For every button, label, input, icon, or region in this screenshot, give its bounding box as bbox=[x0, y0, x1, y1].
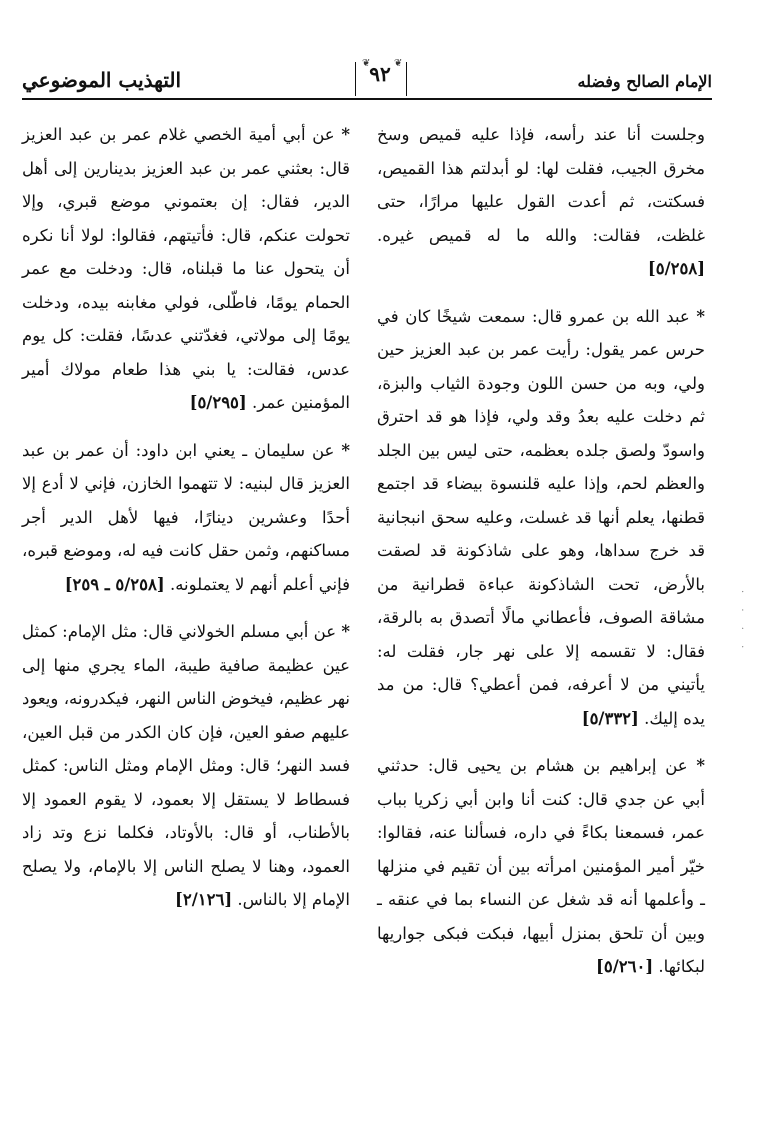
left-column bbox=[22, 118, 350, 931]
entry-star: * bbox=[341, 622, 350, 641]
entry bbox=[22, 434, 350, 602]
running-title-right: الإمام الصالح وفضله bbox=[577, 72, 712, 91]
entry-star: * bbox=[696, 306, 705, 326]
ornament-right: ❦ bbox=[394, 58, 403, 69]
entry bbox=[377, 300, 705, 736]
entry bbox=[22, 118, 350, 420]
running-title-left: التهذيب الموضوعي bbox=[22, 68, 182, 92]
entry-reference: [٥/٣٣٢] bbox=[581, 708, 639, 728]
entry bbox=[377, 749, 705, 984]
entry-text: عن إبراهيم بن هشام بن يحيى قال: حدثني أبي عن جدي قال: كنت أنا وابن أبي زكريا بباب عمر، فسمعنا بكاءً في داره، فسألنا عنه، فقالوا: خيّر أمير المؤمنين امرأته بين أن تقيم في منزلها ـ وأعلمها أنه قد شغل عن النساء بما في عنقه ـ وبين أن تلحق بمنزل أبيها، فبكت فبكى جواريها لبكائها. bbox=[377, 756, 705, 976]
right-column bbox=[377, 118, 705, 998]
entry-reference: [٢/١٢٦] bbox=[175, 890, 233, 909]
entry-reference: [٥/٢٩٥] bbox=[189, 393, 247, 412]
entry-text: عن أبي أمية الخصي غلام عمر بن عبد العزيز قال: بعثني عمر بن عبد العزيز بدينارين إلى أهل الدير، فقال: إن بعتموني موضع قبري، وإلا تحولت عنكم، قال: فأتيتهم، فقالوا: لولا أنا نكره أن يتحول عنا ما قبلناه، قال: ودخلت مع عمر الحمام يومًا، فاطّلى، فولي مغابنه بيده، ودخلت يومًا إلى مولاتي، فغدّتني عدسًا، فقلت: كل يوم عدس، فقالت: يا بني هذا طعام مولاك أمير المؤمنين عمر. bbox=[22, 125, 350, 412]
entry-text: وجلست أنا عند رأسه، فإذا عليه قميص وسخ مخرق الجيب، فقلت لها: لو أبدلتم هذا القميص، فسكتت، ثم أعدت القول عليها مرارًا، حتى غلظت، فقالت: والله ما له قميص غيره. bbox=[377, 125, 705, 245]
entry bbox=[22, 615, 350, 917]
entry-text: عن سليمان ـ يعني ابن داود: أن عمر بن عبد العزيز قال لبنيه: لا تتهموا الخازن، فإني لا أدع إلا أحدًا وعشرين دينارًا، فيها لأهل الدير أجر مساكنهم، وثمن حقل كانت فيه له، وموضع قبره، فإني أعلم أنهم لا يعتملونه. bbox=[22, 440, 350, 594]
entry-reference: [٥/٢٥٨] bbox=[647, 259, 705, 278]
entry-star: * bbox=[341, 125, 350, 144]
ornament-left: ❦ bbox=[362, 58, 371, 69]
entry-reference: [٥/٢٥٨ ـ ٢٥٩] bbox=[64, 574, 165, 594]
entry-star: * bbox=[696, 756, 705, 775]
header-rule bbox=[22, 98, 712, 100]
entry-star: * bbox=[341, 440, 350, 460]
entry bbox=[377, 118, 705, 286]
page-header bbox=[22, 58, 712, 102]
entry-reference: [٥/٢٦٠] bbox=[596, 957, 654, 976]
entry-text: عن أبي مسلم الخولاني قال: مثل الإمام: كمثل عين عظيمة صافية طيبة، الماء يجري منها إلى نهر عظيم، فيخوض الناس النهر، فيكدرونه، ويعود عليهم صفو العين، فإن كان الكدر من قبل العين، فسد النهر؛ قال: ومثل الإمام ومثل الناس: كمثل فسطاط لا يستقل إلا بعمود، لا يقوم العمود إلا بالأطناب، أو قال: بالأوتاد، فكلما نزع وتد زاد العمود، وهنا لا يصلح الناس إلا بالإمام، ولا يصلح الإمام إلا بالناس. bbox=[22, 622, 350, 909]
page-number: ٩٢ bbox=[369, 62, 391, 86]
entry-text: عبد الله بن عمرو قال: سمعت شيخًا كان في حرس عمر يقول: رأيت عمر بن عبد العزيز حين ولي، وبه من حسن اللون وجودة الثياب والبزة، ثم دخلت عليه بعدُ وقد ولي، فإذا هو قد احترق واسودّ ولصق جلده بعظمه، حتى ليس بين الجلد والعظم لحم، وإذا عليه قلنسوة بيضاء قد اجتمع قطنها، يعلم أنها قد غسلت، وعليه سحق انبجانية قد خرج سداها، وهو على شاذكونة قد لصقت بالأرض، تحت الشاذكونة عباءة قطرانية من مشاقة الصوف، فأعطاني مالًا أتصدق به بالرقة، فقال: لا تقسمه إلا على نهر جار، فقلت له: يأتيني من لا أعرفه، فمن أعطي؟ قال: من مد يده إليك. bbox=[377, 306, 705, 728]
margin-marks: · · · · bbox=[736, 590, 747, 655]
